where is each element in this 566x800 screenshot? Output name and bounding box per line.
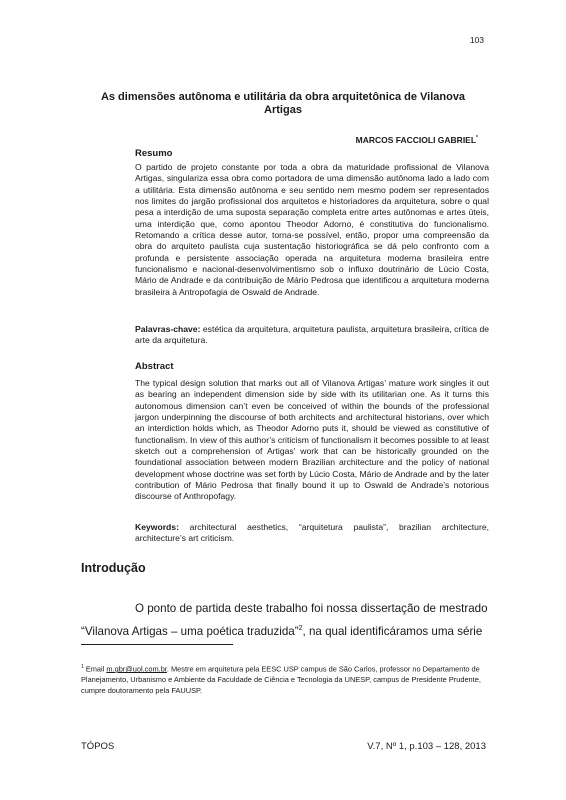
footnote-text: . Mestre em arquitetura pela EESC USP campus de São Carlos, professor no Departamento de Planejamento, Urbanismo e Ambiente da Faculdade de Ciência e Tecnologia da UNESP, campus de Presidente Prudente, cumpre doutoramento pela FAUUSP.: [81, 664, 481, 696]
footnote-1: [81, 662, 491, 697]
intro-heading: Introdução: [81, 561, 146, 575]
abstract-text: The typical design solution that marks out all of Vilanova Artigas’ mature work singles it out as bearing an independent dimension side by side with its utilitarian one. As it turns this autonomous dimension can’t even be conceived of within the bounds of the professional jargon underpinning the discourse of both architects and architectural historians, over which an interdiction holds which, as Theodor Adorno puts it, should be viewed as constitutive of functionalism. In view of this author’s criticism of functionalism it becomes possible to at least sketch out a comprehension of Artigas’ work that can be historically grounded on the foundational association between modern Brazilian architecture and the policy of national development whose doctrine was set forth by Lúcio Costa, Mário de Andrade and by the later contribution of Mário Pedrosa that finally bound it up to Oswald de Andrade’s notorious discourse of Anthropofagy.: [135, 378, 489, 502]
keywords-pt-text: estética da arquitetura, arquitetura paulista, arquitetura brasileira, crítica de arte da arquitetura.: [135, 324, 489, 346]
intro-line2-start: “Vilanova Artigas – uma poética traduzida”: [81, 624, 299, 638]
footer-citation: V.7, Nº 1, p.103 – 128, 2013: [367, 741, 486, 752]
footer-journal-name: TÓPOS: [81, 741, 115, 752]
resumo-heading: Resumo: [135, 148, 173, 159]
keywords-en: [135, 522, 489, 545]
intro-line2-end: , na qual identificáramos uma série: [302, 624, 483, 638]
page-number: 103: [469, 35, 484, 45]
keywords-pt-label: Palavras-chave:: [135, 324, 201, 334]
author-name: [356, 135, 478, 145]
intro-paragraph-line-2: [81, 619, 489, 642]
footnote-email-link[interactable]: m.gbr@uol.com.br: [106, 664, 167, 674]
footnote-prefix: Email: [83, 664, 107, 674]
author-footnote-mark: *: [476, 135, 478, 142]
intro-paragraph-line-1: O ponto de partida deste trabalho foi nossa dissertação de mestrado: [135, 602, 488, 615]
article-title: As dimensões autônoma e utilitária da obra arquitetônica de Vilanova Artigas: [100, 91, 466, 116]
resumo-text: O partido de projeto constante por toda a obra da maturidade profissional de Vilanova Artigas, singulariza essa obra como portadora de uma dimensão autônoma lado a lado com a utilitária. Esta dimensão autônoma e seu sentido nem mesmo podem ser representados nos limites do jargão profissional dos arquitetos e historiadores da arquitetura, sobre o qual pesa a interdição de uma suposta separação completa entre artes autônomas e artes úteis, uma interdição que, como apontou Theodor Adorno, é constitutiva do funcionalismo. Retomando a crítica desse autor, torna-se possível, então, propor uma compreensão da obra do arquiteto paulista cuja sustentação historiográfica se dá pelo confronto com a profunda e persistente associação operada na arquitetura moderna brasileira entre funcionalismo e nacional-desenvolvimentismo sob o influxo doutrinário de Lúcio Costa, Mário de Andrade e da contribuição de Mário Pedrosa que identificou a arquitetura moderna brasileira à Antropofagia de Oswald de Andrade.: [135, 162, 489, 297]
footnote-divider: [81, 644, 233, 645]
abstract-heading: Abstract: [135, 361, 174, 372]
keywords-en-text: architectural aesthetics, “arquitetura paulista”, brazilian architecture, architecture’s art criticism.: [135, 522, 489, 544]
footnote-mark-1: 1: [81, 664, 84, 670]
author-name-text: MARCOS FACCIOLI GABRIEL: [355, 135, 477, 145]
keywords-en-label: Keywords:: [135, 522, 179, 532]
keywords-pt: [135, 324, 489, 347]
footnote-ref-2[interactable]: 2: [298, 625, 303, 632]
